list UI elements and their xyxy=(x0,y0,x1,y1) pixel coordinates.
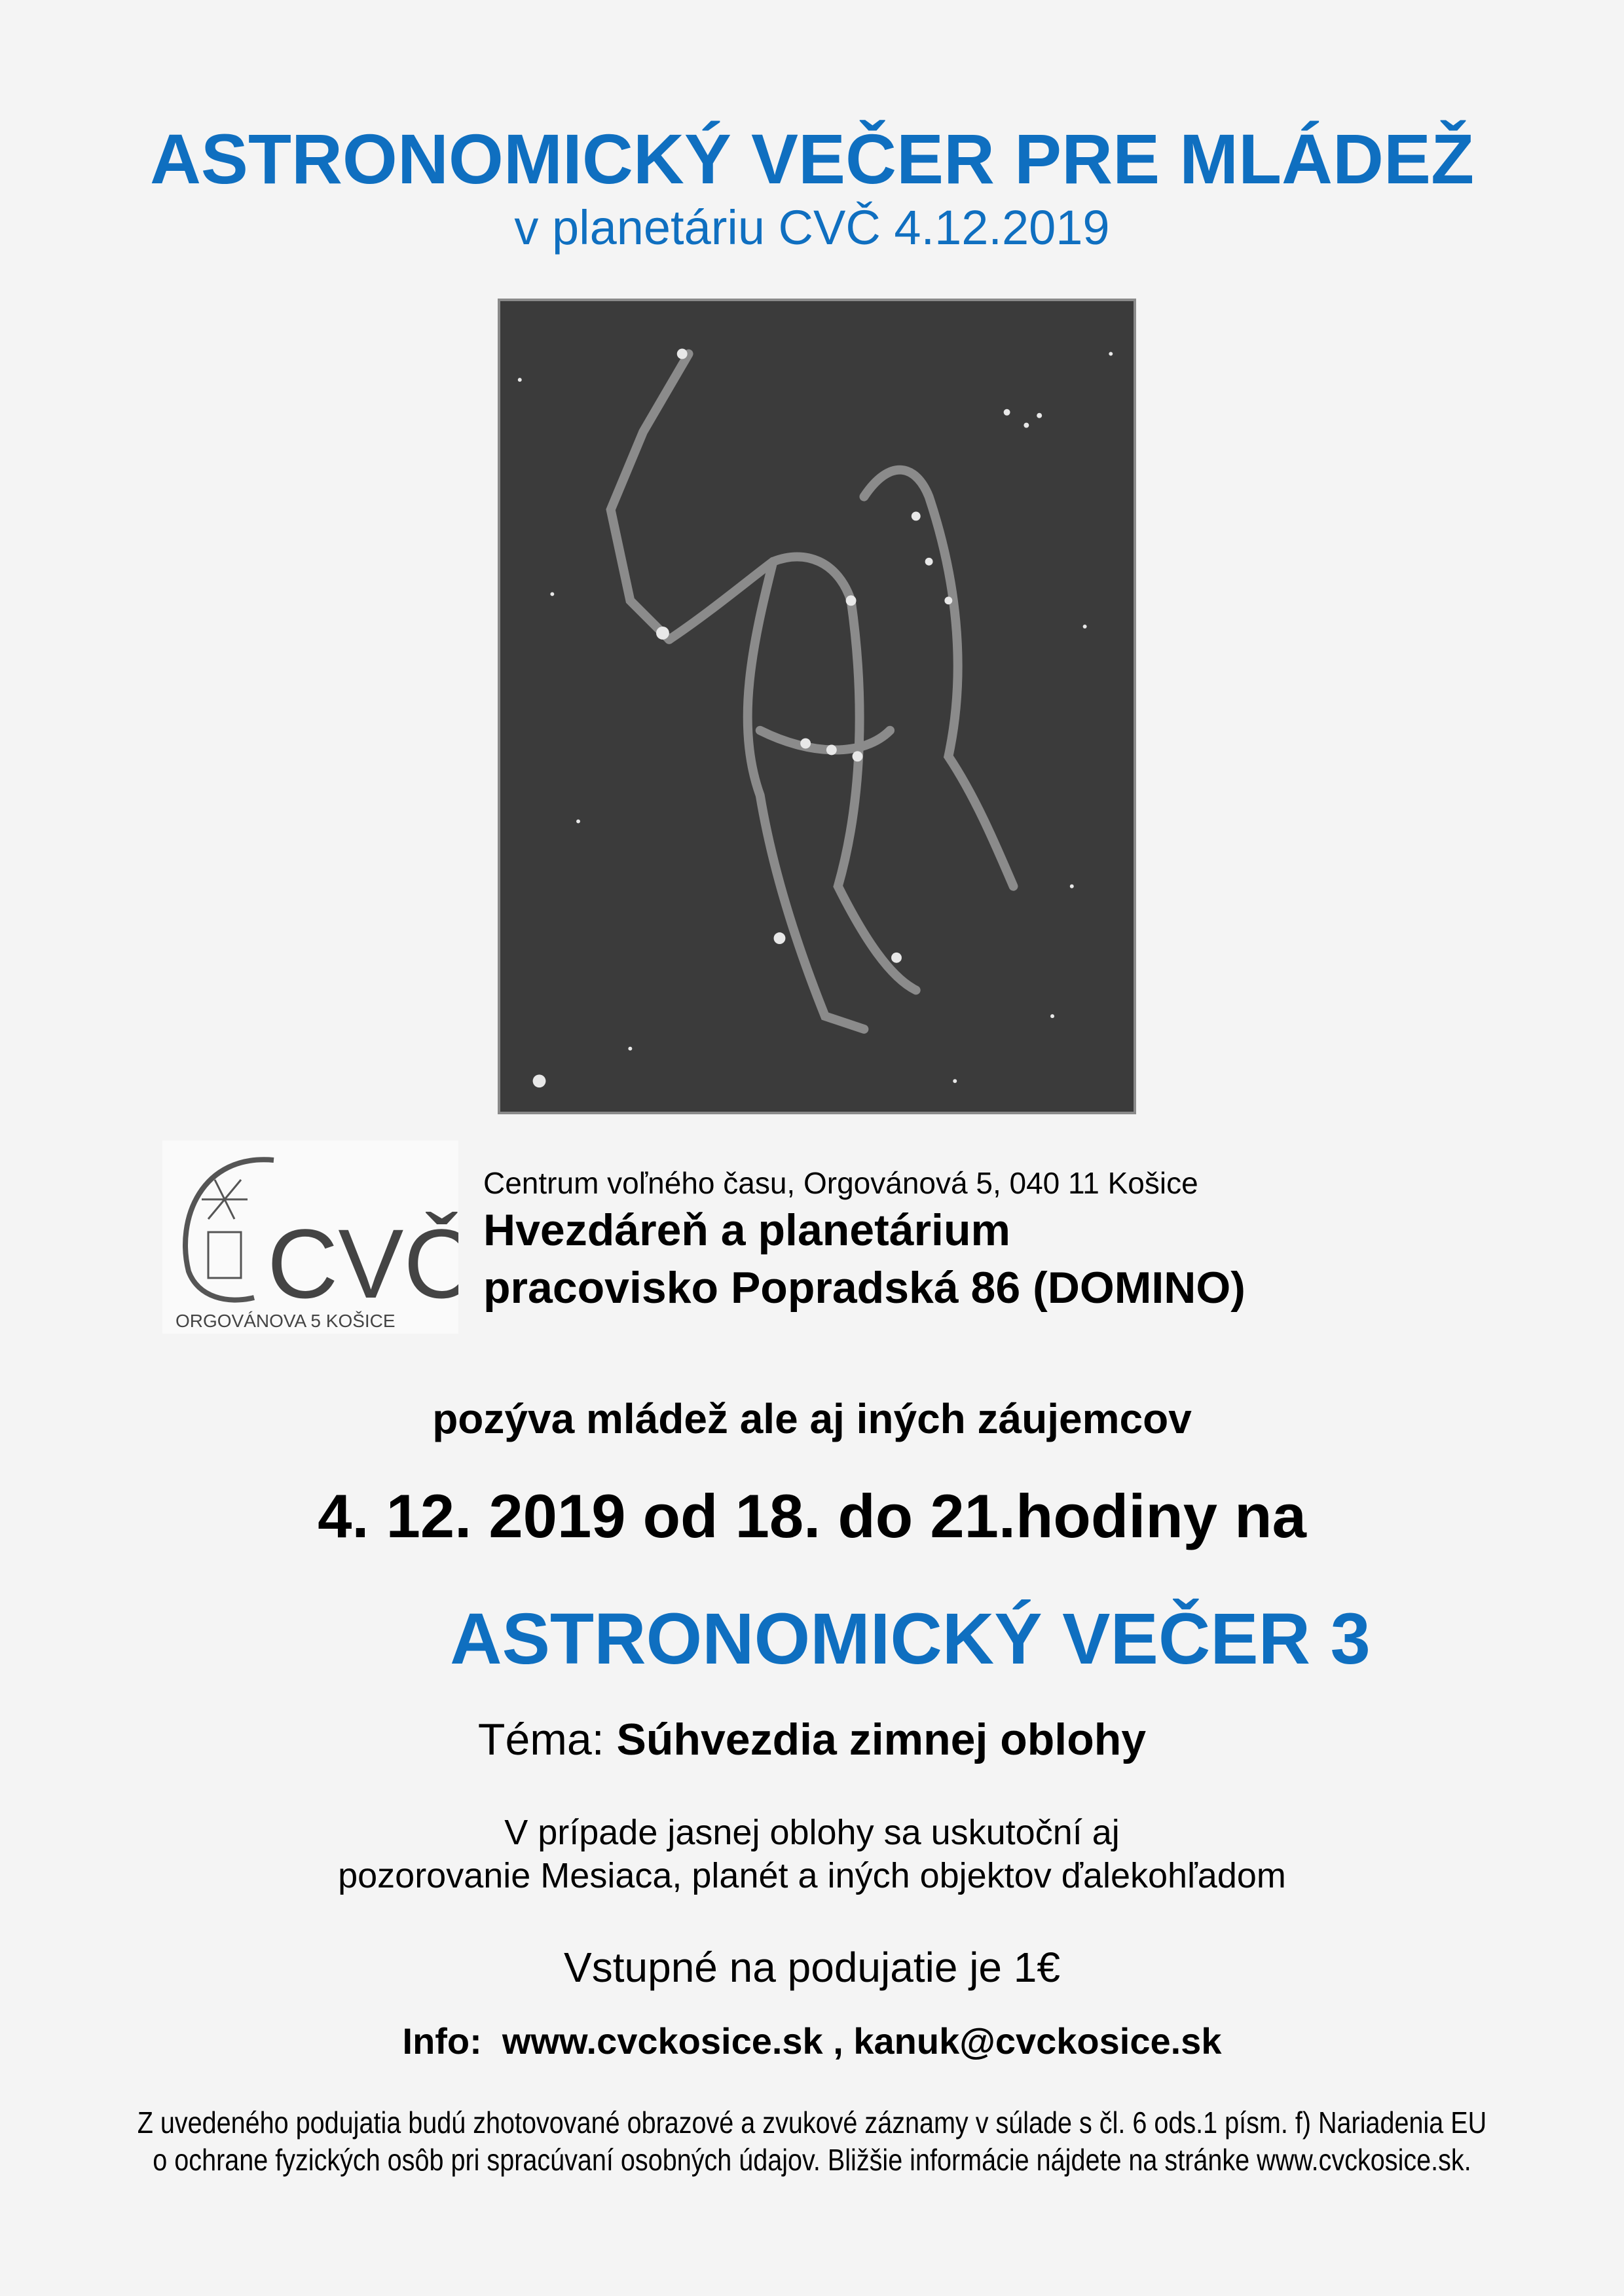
observation-line-2: pozorovanie Mesiaca, planét a iných objektov ďalekohľadom xyxy=(338,1856,1286,1895)
poster-title: ASTRONOMICKÝ VEČER PRE MLÁDEŽ xyxy=(149,119,1475,198)
event-theme xyxy=(0,1714,1624,1765)
info-label: Info: xyxy=(402,2020,482,2062)
entry-fee: Vstupné na podujatie je 1€ xyxy=(564,1944,1060,1991)
poster-subtitle: v planetáriu CVČ 4.12.2019 xyxy=(514,200,1110,255)
info-separator: , xyxy=(833,2020,843,2062)
email-link[interactable]: kanuk@cvckosice.sk xyxy=(853,2020,1222,2062)
constellation-illustration xyxy=(500,301,1134,1112)
event-date: 4. 12. 2019 od 18. do 21.hodiny na xyxy=(318,1482,1306,1550)
invitation-text: pozýva mládež ale aj iných záujemcov xyxy=(432,1395,1192,1442)
organizer-branch: pracovisko Popradská 86 (DOMINO) xyxy=(483,1263,1246,1313)
gdpr-notice-line-2 xyxy=(114,2142,1511,2178)
gdpr-notice-line-1: Z uvedeného podujatia budú zhotovované obrazové a zvukové záznamy v súlade s čl. 6 ods.1 písm. f) Nariadenia EU xyxy=(137,2105,1487,2140)
event-name: ASTRONOMICKÝ VEČER 3 xyxy=(450,1599,1371,1679)
gdpr-text: o ochrane fyzických osôb pri spracúvaní osobných údajov. Bližšie informácie nájdete na stránke xyxy=(153,2143,1257,2177)
logo-text: CVČ xyxy=(267,1209,458,1319)
logo-caption: ORGOVÁNOVA 5 KOŠICE xyxy=(175,1311,396,1331)
theme-value: Súhvezdia zimnej oblohy xyxy=(616,1715,1147,1764)
orion-constellation-image xyxy=(498,299,1136,1114)
contact-info xyxy=(0,2020,1624,2062)
theme-label: Téma: xyxy=(477,1715,604,1764)
organizer-address: Centrum voľného času, Orgovánová 5, 040 11 Košice xyxy=(483,1166,1198,1200)
cvc-logo xyxy=(162,1140,458,1334)
footer-website-link[interactable]: www.cvckosice.sk xyxy=(1257,2143,1464,2177)
organizer-name: Hvezdáreň a planetárium xyxy=(483,1205,1010,1255)
observation-line-1: V prípade jasnej oblohy sa uskutoční aj xyxy=(504,1813,1120,1852)
website-link[interactable]: www.cvckosice.sk xyxy=(502,2020,823,2062)
gdpr-end: . xyxy=(1464,2143,1471,2177)
